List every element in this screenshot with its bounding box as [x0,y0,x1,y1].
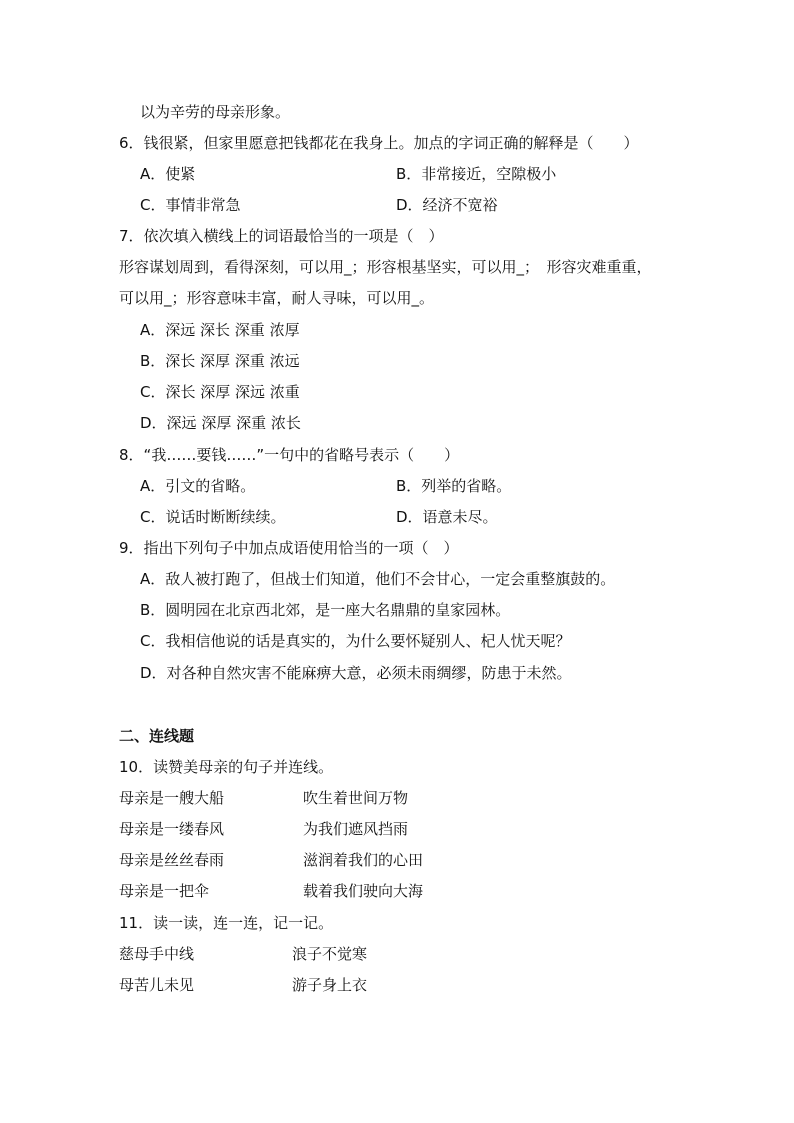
q8-option-b: B．列举的省略。 [396,477,512,495]
q10-left-4: 母亲是一把伞 [119,882,210,900]
q9-option-b: B．圆明园在北京西北郊，是一座大名鼎鼎的皇家园林。 [140,601,511,619]
continued-line: 以为辛劳的母亲形象。 [140,103,291,121]
question-10: 10．读赞美母亲的句子并连线。 [119,758,334,776]
q10-right-1: 吹生着世间万物 [303,789,409,807]
q7-stem-line-1: 形容谋划周到，看得深刻，可以用_；形容根基坚实，可以用_； 形容灾难重重， [119,258,652,276]
q8-option-a: A．引文的省略。 [140,477,256,495]
q8-option-d: D．语意未尽。 [396,508,498,526]
q10-right-4: 载着我们驶向大海 [303,882,424,900]
q7-option-a: A．深远 深长 深重 浓厚 [140,321,300,339]
q6-option-c: C．事情非常急 [140,196,241,214]
q11-right-2: 游子身上衣 [292,976,368,994]
q7-option-d: D．深远 深厚 深重 浓长 [140,414,301,432]
q10-left-3: 母亲是丝丝春雨 [119,851,225,869]
q9-option-c: C．我相信他说的话是真实的，为什么要怀疑别人、杞人忧天呢？ [140,632,571,650]
question-9: 9．指出下列句子中加点成语使用恰当的一项（ ） [119,539,459,557]
q6-option-b: B．非常接近，空隙极小 [396,165,557,183]
q7-option-b: B．深长 深厚 深重 浓远 [140,352,300,370]
q7-option-c: C．深长 深厚 深远 浓重 [140,383,300,401]
question-8: 8．“我……要钱……”一句中的省略号表示（ ） [119,446,460,464]
q6-option-d: D．经济不宽裕 [396,196,498,214]
q11-right-1: 浪子不觉寒 [292,945,368,963]
q9-option-d: D．对各种自然灾害不能麻痹大意，必须未雨绸缪，防患于未然。 [140,664,572,682]
q11-left-2: 母苦儿未见 [119,976,195,994]
question-6: 6．钱很紧，但家里愿意把钱都花在我身上。加点的字词正确的解释是（ ） [119,134,639,152]
section-2-heading: 二、连线题 [119,727,195,745]
q10-left-2: 母亲是一缕春风 [119,820,225,838]
q10-right-3: 滋润着我们的心田 [303,851,424,869]
question-11: 11．读一读，连一连，记一记。 [119,914,334,932]
q7-stem-line-2: 可以用_；形容意味丰富，耐人寻味，可以用_。 [119,289,435,307]
q6-option-a: A．使紧 [140,165,196,183]
q10-right-2: 为我们遮风挡雨 [303,820,409,838]
q10-left-1: 母亲是一艘大船 [119,789,225,807]
q11-left-1: 慈母手中线 [119,945,195,963]
q8-option-c: C．说话时断断续续。 [140,508,286,526]
question-7: 7．依次填入横线上的词语最恰当的一项是（ ） [119,227,444,245]
q9-option-a: A．敌人被打跑了，但战士们知道，他们不会甘心，一定会重整旗鼓的。 [140,570,616,588]
